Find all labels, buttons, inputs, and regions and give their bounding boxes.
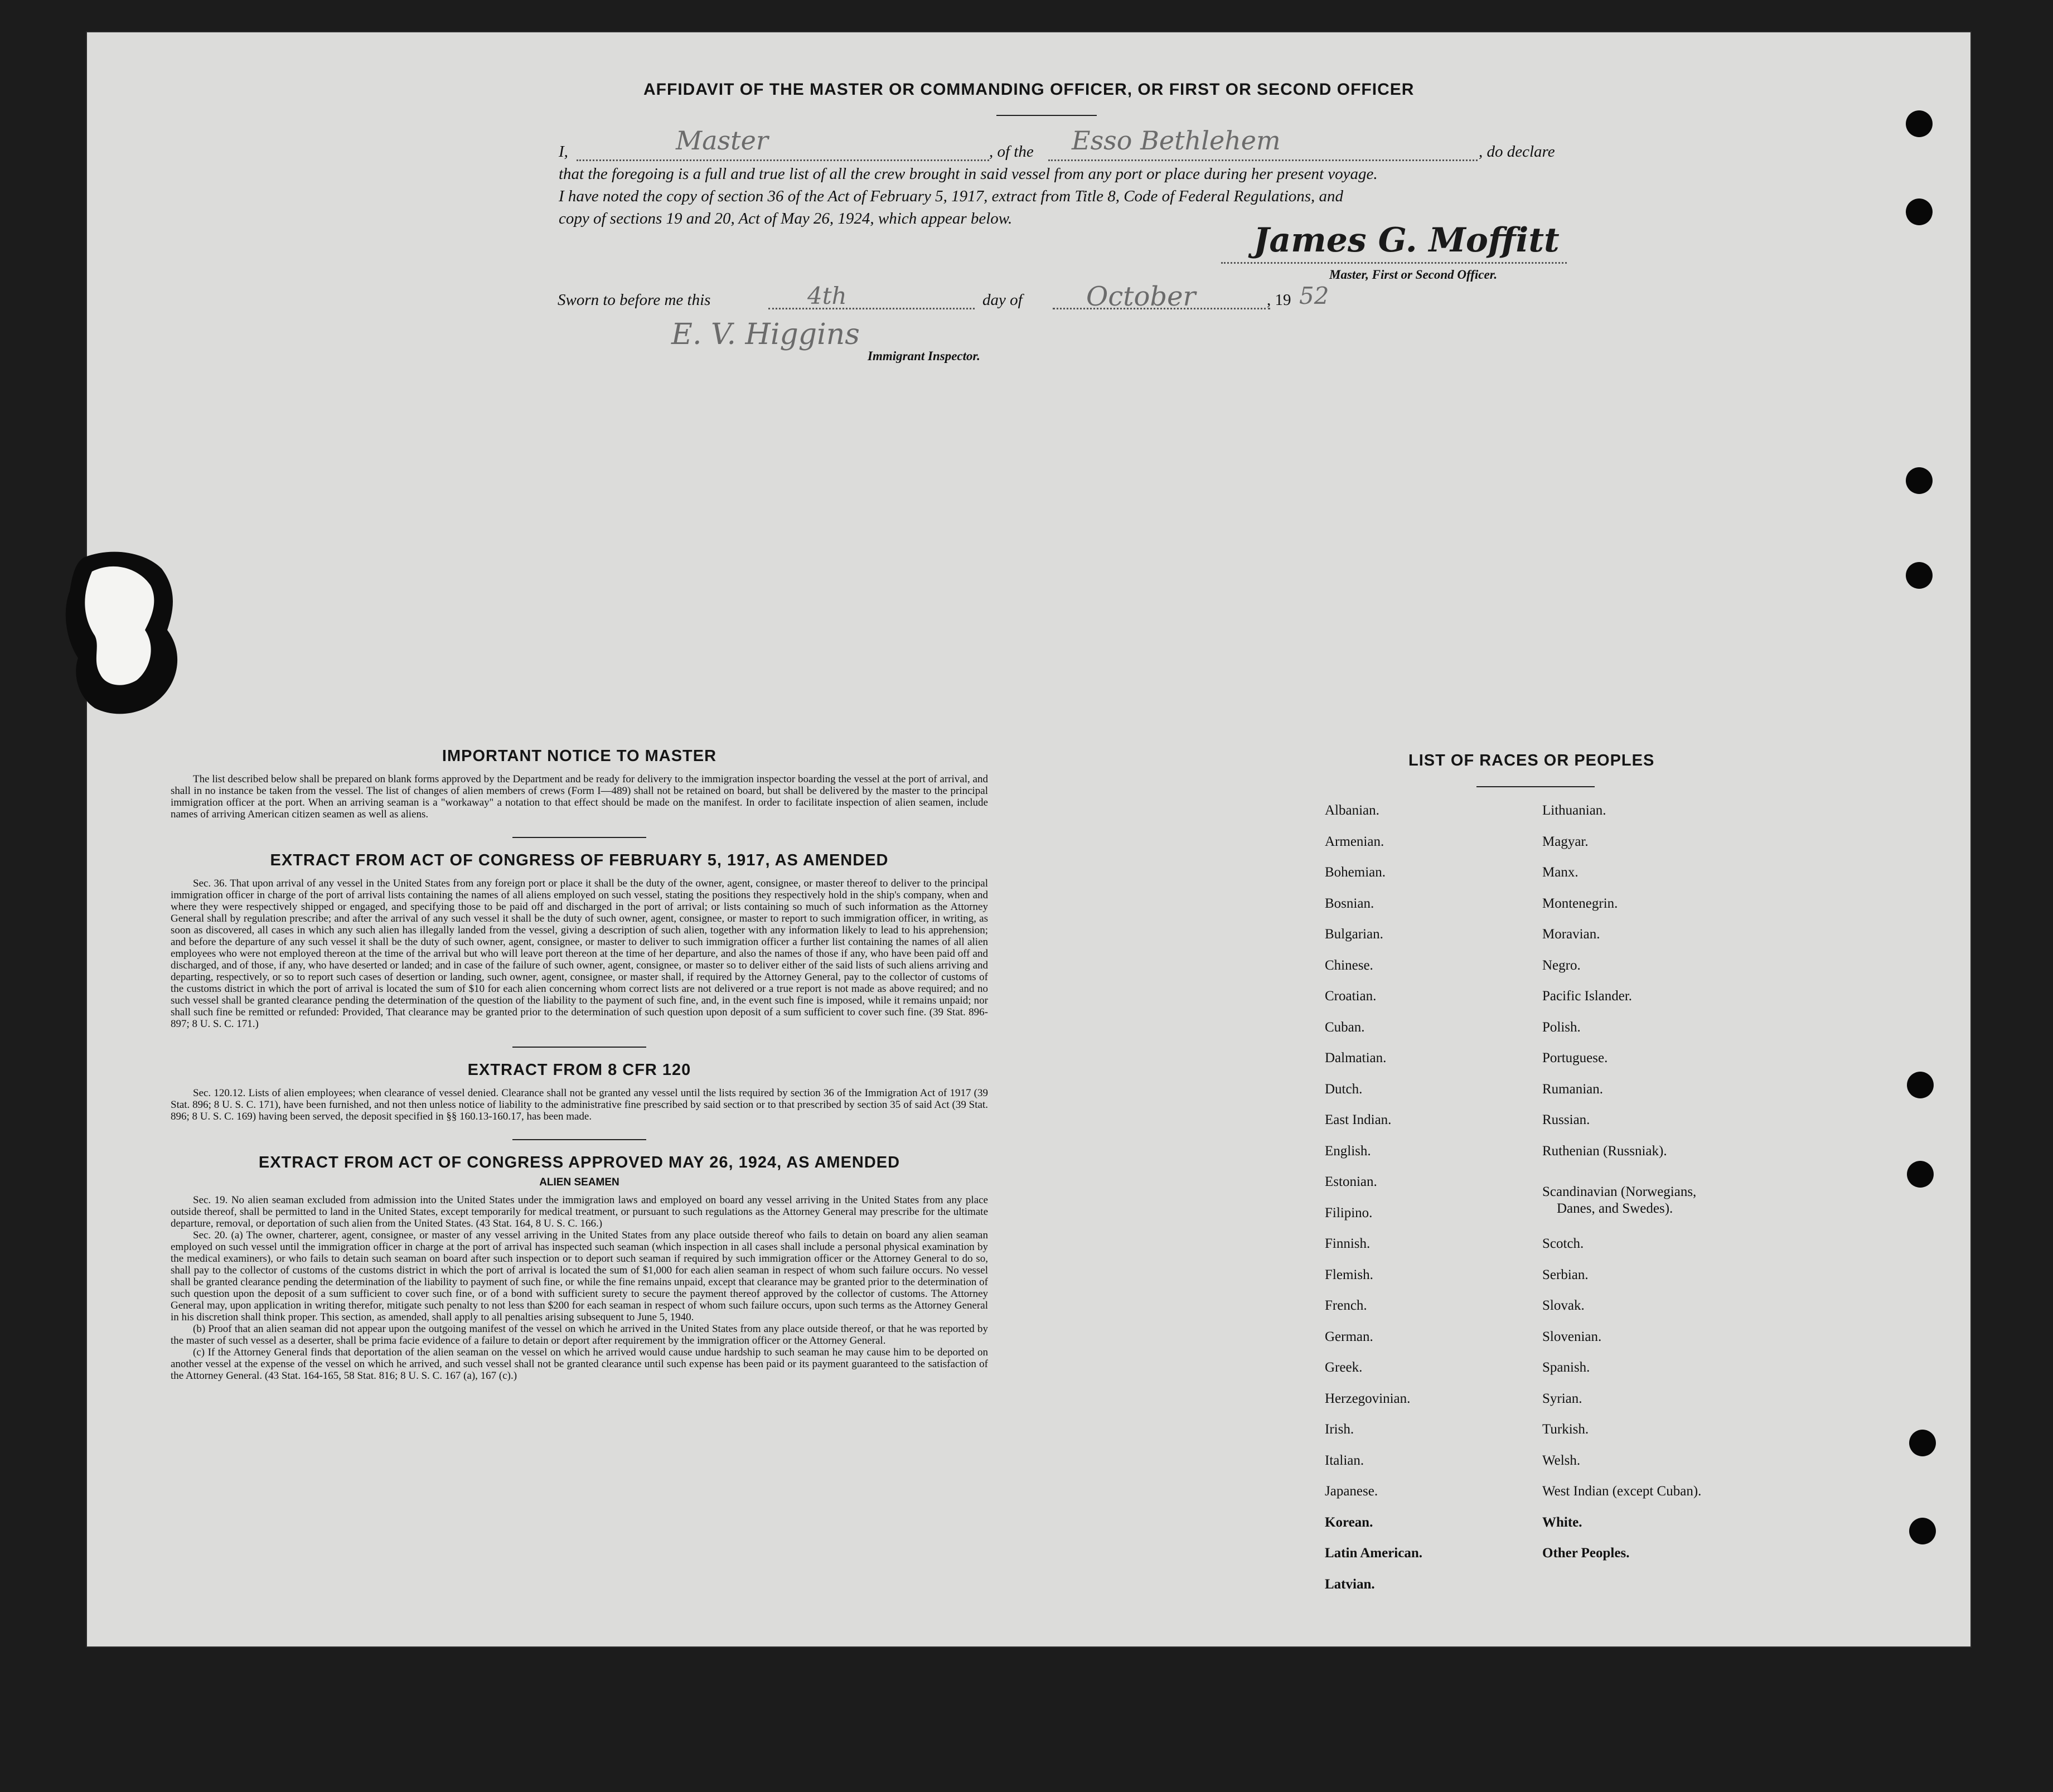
master-handwritten: Master xyxy=(676,125,768,156)
race-item: Syrian. xyxy=(1542,1391,1582,1406)
divider-rule xyxy=(512,1047,646,1048)
divider-rule xyxy=(512,837,646,838)
race-item: Italian. xyxy=(1325,1452,1364,1468)
race-item: West Indian (except Cuban). xyxy=(1542,1484,1702,1499)
extract-cfr-title: EXTRACT FROM 8 CFR 120 xyxy=(467,1061,691,1079)
races-column-1 xyxy=(1325,803,1526,1607)
race-item: Rumanian. xyxy=(1542,1081,1604,1097)
race-item: Armenian. xyxy=(1325,834,1384,849)
of-the-label: , of the xyxy=(989,143,1034,161)
inspector-caption: Immigrant Inspector. xyxy=(868,349,980,363)
race-item: Bulgarian. xyxy=(1325,927,1383,942)
race-item: Turkish. xyxy=(1542,1422,1589,1437)
day-of-label: day of xyxy=(982,291,1023,309)
race-item: East Indian. xyxy=(1325,1112,1392,1127)
race-item: White. xyxy=(1542,1514,1582,1530)
race-item: Dutch. xyxy=(1325,1081,1363,1097)
race-item: Montenegrin. xyxy=(1542,895,1618,911)
signature-caption: Master, First or Second Officer. xyxy=(1329,268,1498,282)
race-item: Slovenian. xyxy=(1542,1329,1602,1344)
races-column-2 xyxy=(1542,803,1776,1577)
race-item: Korean. xyxy=(1325,1514,1373,1530)
punch-hole xyxy=(1906,198,1933,225)
do-declare-label: , do declare xyxy=(1479,143,1555,161)
i-label: I, xyxy=(559,143,568,161)
race-item: Slovak. xyxy=(1542,1298,1585,1313)
sec19-text: Sec. 19. No alien seaman excluded from admission into the United States under the immigration laws and employed on board any vessel arriving in the United States from any place outside thereof, shall be permitted to land in the United States, except temporarily for medical treatment, or pursuant to such regulations as the Attorney General may prescribe for the ultimate departure, removal, or deportation of such alien from the United States. (43 Stat. 164, 8 U. S. C. 166.) xyxy=(171,1194,988,1229)
punch-hole xyxy=(1907,1072,1934,1098)
race-item: Japanese. xyxy=(1325,1484,1378,1499)
race-item: Croatian. xyxy=(1325,989,1377,1004)
race-item: Lithuanian. xyxy=(1542,803,1606,818)
race-item: French. xyxy=(1325,1298,1367,1313)
month-handwritten: October xyxy=(1086,281,1196,312)
race-item: Latvian. xyxy=(1325,1576,1375,1592)
race-item: Albanian. xyxy=(1325,803,1379,818)
extract-1924-subtitle: ALIEN SEAMEN xyxy=(539,1176,619,1188)
signature-line xyxy=(1221,262,1567,264)
torn-paper-damage xyxy=(61,546,184,725)
punch-hole xyxy=(1909,1518,1936,1544)
day-field xyxy=(768,291,975,309)
race-item: Polish. xyxy=(1542,1019,1581,1035)
divider-rule xyxy=(996,115,1097,116)
punch-hole xyxy=(1906,110,1933,137)
race-item: Scandinavian (Norwegians, xyxy=(1542,1184,1697,1199)
race-item: Latin American. xyxy=(1325,1546,1422,1561)
race-item: Flemish. xyxy=(1325,1267,1373,1282)
race-item: Cuban. xyxy=(1325,1019,1365,1035)
race-item: Portuguese. xyxy=(1542,1050,1608,1065)
sec20c-text: (c) If the Attorney General finds that deportation of the alien seaman on the vessel on which he arrived would cause undue hardship to such seaman he may cause him to be deported on another vessel at the expense of the vessel on which he arrived, and such vessel shall not be granted clearance until such expense has been paid or its payment guaranteed to the satisfaction of the Attorney General. (43 Stat. 164-165, 58 Stat. 816; 8 U. S. C. 167 (a), 167 (c).) xyxy=(171,1347,988,1382)
race-item: Spanish. xyxy=(1542,1360,1590,1375)
race-item: Filipino. xyxy=(1325,1205,1373,1221)
race-item: Other Peoples. xyxy=(1542,1546,1630,1561)
day-handwritten: 4th xyxy=(807,282,847,309)
race-item: German. xyxy=(1325,1329,1373,1344)
race-item: Bosnian. xyxy=(1325,895,1374,911)
race-item: Estonian. xyxy=(1325,1174,1377,1189)
race-item: English. xyxy=(1325,1143,1371,1159)
extract-1924-title: EXTRACT FROM ACT OF CONGRESS APPROVED MAY 26, 1924, AS AMENDED xyxy=(258,1154,900,1171)
race-item: Greek. xyxy=(1325,1360,1363,1375)
race-item: Manx. xyxy=(1542,865,1579,880)
races-title: LIST OF RACES OR PEOPLES xyxy=(1408,752,1655,769)
affidavit-title: AFFIDAVIT OF THE MASTER OR COMMANDING OFFICER, OR FIRST OR SECOND OFFICER xyxy=(643,80,1415,99)
punch-hole xyxy=(1907,1161,1934,1188)
vessel-handwritten: Esso Bethlehem xyxy=(1072,125,1281,156)
race-item: Chinese. xyxy=(1325,957,1373,973)
punch-hole xyxy=(1906,467,1933,494)
affidavit-body xyxy=(559,125,1568,230)
race-item: Negro. xyxy=(1542,957,1581,973)
extract-cfr-text: Sec. 120.12. Lists of alien employees; when clearance of vessel denied. Clearance shall not be granted any vessel until the lists required by section 36 of the Immigration Act of 1917 (39 Stat. 896; 8 U. S. C. 171), have been furnished, and not then unless notice of liability to the administrative fine prescribed by said section or to that prescribed by section 35 of said Act (39 Stat. 896; 8 U. S. C. 169) having been served, the deposit specified in §§ 160.13-160.17, has been made. xyxy=(171,1087,988,1122)
race-item: Scotch. xyxy=(1542,1236,1584,1251)
race-item: Irish. xyxy=(1325,1422,1354,1437)
race-item: Finnish. xyxy=(1325,1236,1371,1251)
race-item: Magyar. xyxy=(1542,834,1589,849)
extract-1917-title: EXTRACT FROM ACT OF CONGRESS OF FEBRUARY 5, 1917, AS AMENDED xyxy=(270,851,889,869)
declaration-line-3: I have noted the copy of section 36 of the Act of February 5, 1917, extract from Title 8, Code of Federal Regulations, and xyxy=(559,187,1344,205)
extract-1917-text: Sec. 36. That upon arrival of any vessel in the United States from any foreign port or place it shall be the duty of the owner, agent, consignee, or master thereof to deliver to the principal immigration officer in charge of the port of arrival lists containing the names of all aliens employed on such vessel, stating the positions they respectively hold in the ship's company, when and where they were respectively shipped or engaged, and specifying those to be paid off and discharged in the port of arrival; or lists containing so much of such information as the Attorney General shall by regulation prescribe; and after the arrival of any such vessel it shall be the duty of such owner, agent, consignee, or master to report to such immigration officer, in writing, as soon as discovered, all cases in which any such alien has illegally landed from the vessel, giving a description of such alien, together with any information likely to lead to his apprehension; and before the departure of any such vessel it shall be the duty of such owner, agent, consignee, or master to deliver to such immigration officer a further list containing the names of all alien employees who were not employed thereon at the time of the arrival but who will leave port thereon at the time of her departure, and also the names of those if any, who have been paid off and discharged, and of those, if any, who have deserted or landed; and in case of the failure of such owner, agent, consignee, or master so to deliver either of the said lists of such aliens arriving and departing, respectively, or so to report such cases of desertion or landing, such owner, agent, consignee, or master shall, if required by the Attorney General, pay to the collector of customs of the customs district in which the port of arrival is located the sum of $10 for each alien concerning whom correct lists are not delivered or a true report is not made as above required; and no such vessel shall be granted clearance pending the determination of the question of the liability to the payment of such fine, and, in the event such fine is imposed, while it remains unpaid; nor shall such fine be remitted or refunded: Provided, That clearance may be granted prior to the determination of such question upon deposit of a sum sufficient to cover such fine. (39 Stat. 896-897; 8 U. S. C. 171.) xyxy=(171,878,988,1030)
master-field xyxy=(577,137,989,161)
year-prefix: , 19 xyxy=(1267,291,1291,309)
master-signature: James G. Moffitt xyxy=(1253,221,1560,260)
declaration-line-4: copy of sections 19 and 20, Act of May 26, 1924, which appear below. xyxy=(559,210,1013,227)
sec20b-text: (b) Proof that an alien seaman did not appear upon the outgoing manifest of the vessel on which he arrived in the United States from any place outside thereof, or that he was reported by the master of such vessel as a deserter, shall be prima facie evidence of a failure to detain or deport after requirement by the immigration officer or the Attorney General. xyxy=(171,1323,988,1347)
race-item: Danes, and Swedes). xyxy=(1557,1201,1673,1216)
race-item: Herzegovinian. xyxy=(1325,1391,1411,1406)
sworn-line xyxy=(558,281,1394,319)
race-item: Russian. xyxy=(1542,1112,1590,1127)
race-item: Welsh. xyxy=(1542,1452,1581,1468)
notice-section xyxy=(171,747,988,1382)
punch-hole xyxy=(1906,562,1933,589)
race-item: Dalmatian. xyxy=(1325,1050,1387,1065)
race-item: Ruthenian (Russniak). xyxy=(1542,1143,1667,1159)
notice-title: IMPORTANT NOTICE TO MASTER xyxy=(442,747,717,765)
race-item: Bohemian. xyxy=(1325,865,1386,880)
year-handwritten: 52 xyxy=(1299,282,1329,309)
race-item: Moravian. xyxy=(1542,927,1600,942)
inspector-signature: E. V. Higgins xyxy=(671,318,860,351)
divider-rule xyxy=(1476,786,1595,787)
race-item: Serbian. xyxy=(1542,1267,1589,1282)
notice-text: The list described below shall be prepared on blank forms approved by the Department and be ready for delivery to the immigration inspector boarding the vessel at the port of arrival, and shall in no instance be taken from the vessel. The list of changes of alien members of crews (Form I—489) shall not be retained on board, but shall be delivered by the master to the principal immigration officer at the port. When an arriving seaman is a "workaway" a notation to that effect should be made on the manifest. In order to facilitate inspection of alien seamen, include names of arriving American citizen seamen as well as aliens. xyxy=(171,773,988,820)
race-item: Pacific Islander. xyxy=(1542,989,1633,1004)
divider-rule xyxy=(512,1139,646,1140)
sec20a-text: Sec. 20. (a) The owner, charterer, agent, consignee, or master of any vessel arriving in the United States from any place outside thereof who fails to detain on board any alien seaman employed on such vessel until the immigration officer in charge at the port of arrival has inspected such seaman (which inspection in all cases shall include a personal physical examination by the medical examiners), or who fails to detain such seaman on board after such inspection or to deport such seaman if required by such immigration officer or the Attorney General to do so, shall pay to the collector of customs of the customs district in which the port of arrival is located the sum of $1,000 for each alien seaman in respect of whom such failure occurs. No vessel shall be granted clearance pending the determination of the liability to payment of such fine, or while the fine remains unpaid, except that clearance may be granted prior to the determination of such question upon the deposit of a sum sufficient to cover such fine, or of a bond with sufficient surety to secure the payment thereof approved by the collector of customs. The Attorney General may, upon application in writing therefor, mitigate such penalty to not less than $200 for each seaman in respect of whom such failure occurs, upon such terms as the Attorney General in his discretion shall think proper. This section, as amended, shall apply to all penalties arising subsequent to June 5, 1940. xyxy=(171,1229,988,1323)
sworn-label: Sworn to before me this xyxy=(558,291,711,309)
punch-hole xyxy=(1909,1430,1936,1456)
declaration-line-2: that the foregoing is a full and true list of all the crew brought in said vessel from any port or place during her present voyage. xyxy=(559,165,1378,183)
